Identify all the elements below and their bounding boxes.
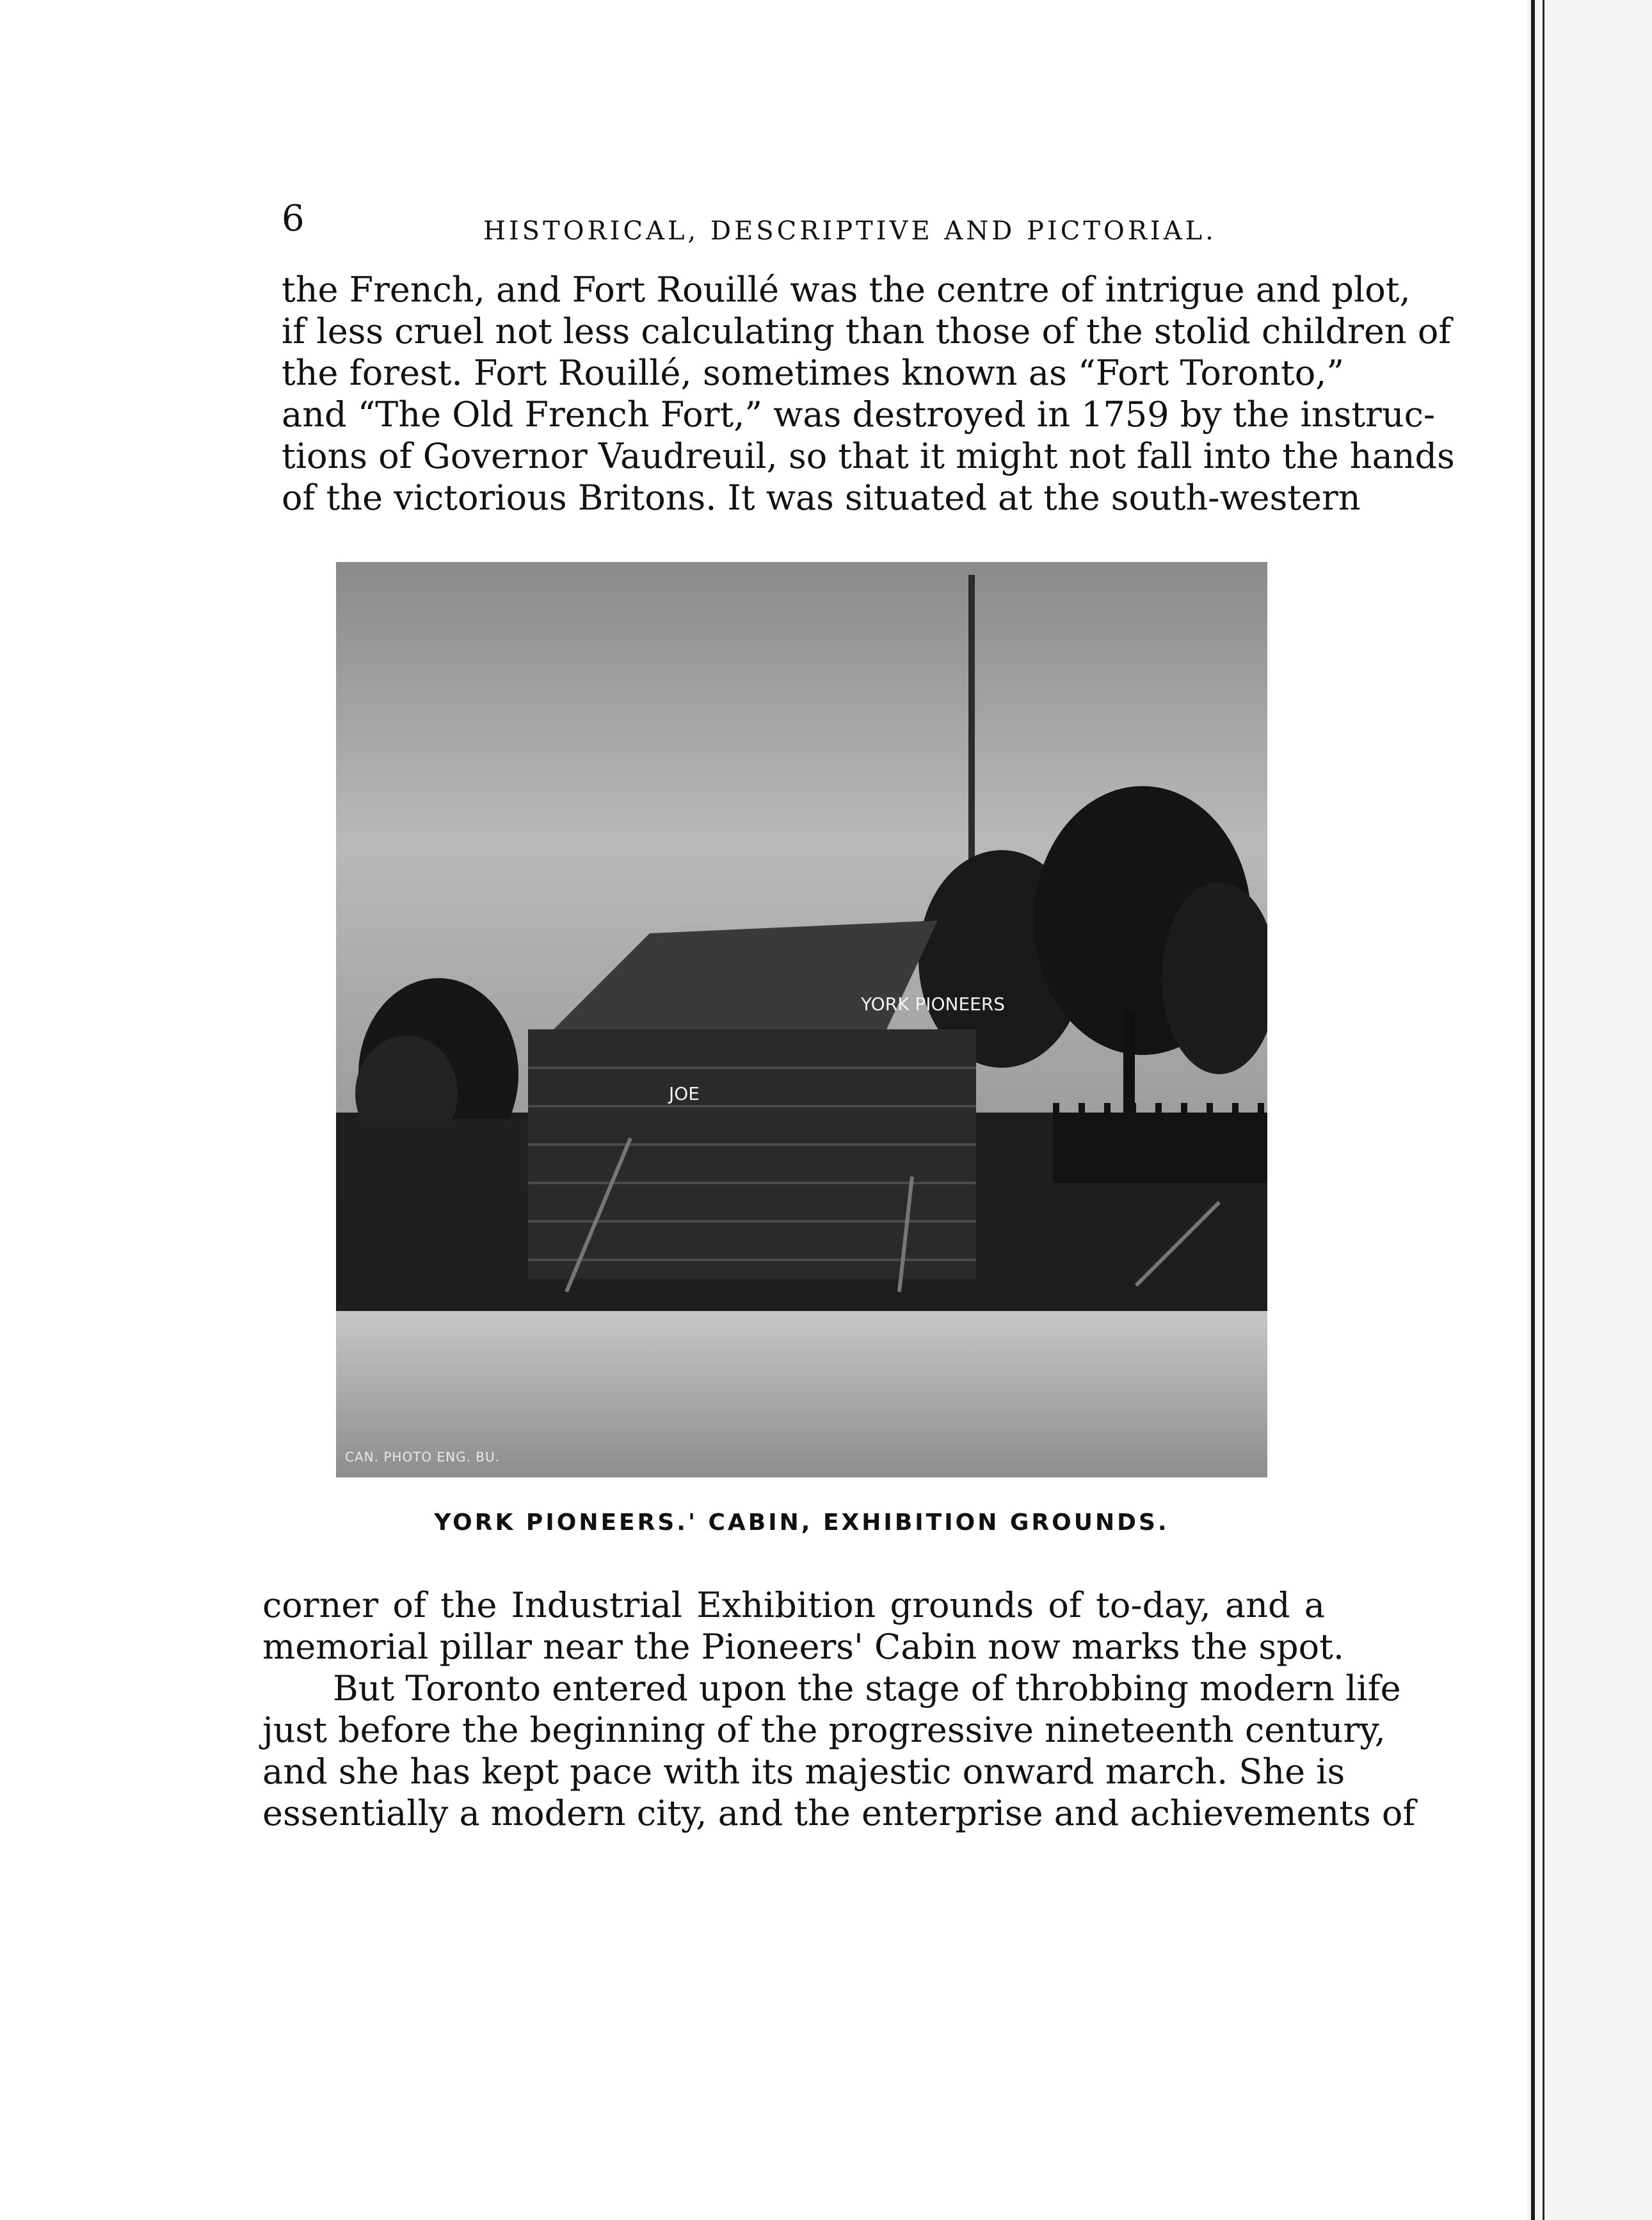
paragraph-bottom-1 (262, 1584, 1345, 1668)
paragraph-top (282, 269, 1455, 519)
page-fold-line-inner (1543, 0, 1544, 2220)
text-line: and “The Old French Fort,” was destroyed in 1759 by the instruc- (282, 394, 1436, 435)
text-line: the French, and Fort Rouillé was the centre of intrigue and plot, (282, 269, 1411, 310)
scan-border (1527, 0, 1652, 2220)
text-line: of the victorious Britons. It was situated at the south-western (282, 478, 1361, 518)
text-line: But Toronto entered upon the stage of throbbing modern life (333, 1668, 1401, 1709)
door-sign: JOE (669, 1083, 700, 1104)
text-line: memorial pillar near the Pioneers' Cabin now marks the spot. (262, 1627, 1345, 1667)
paragraph-bottom-2 (262, 1668, 1416, 1834)
text-line: the forest. Fort Rouillé, sometimes known as “Fort Toronto,” (282, 353, 1344, 393)
running-head: HISTORICAL, DESCRIPTIVE AND PICTORIAL. (483, 216, 1217, 246)
text-line: tions of Governor Vaudreuil, so that it might not fall into the hands (282, 436, 1455, 476)
cabin-photograph (336, 562, 1267, 1477)
figure-caption: YORK PIONEERS.' CABIN, EXHIBITION GROUNDS. (434, 1509, 1169, 1536)
photo-credit: CAN. PHOTO ENG. BU. (345, 1449, 501, 1465)
text-line: corner of the Industrial Exhibition grounds of to-day, and a (262, 1585, 1325, 1625)
text-line: essentially a modern city, and the enterprise and achievements of (262, 1793, 1416, 1833)
page-fold-line (1531, 0, 1535, 2220)
picket-fence (1053, 1103, 1267, 1183)
text-line: and she has kept pace with its majestic onward march. She is (262, 1751, 1345, 1792)
cabin-sign: YORK PIONEERS (861, 993, 1006, 1015)
text-line: just before the beginning of the progressive nineteenth century, (262, 1710, 1386, 1750)
page-number: 6 (282, 198, 305, 239)
text-line: if less cruel not less calculating than those of the stolid children of (282, 311, 1452, 351)
fence-left (336, 1119, 528, 1196)
